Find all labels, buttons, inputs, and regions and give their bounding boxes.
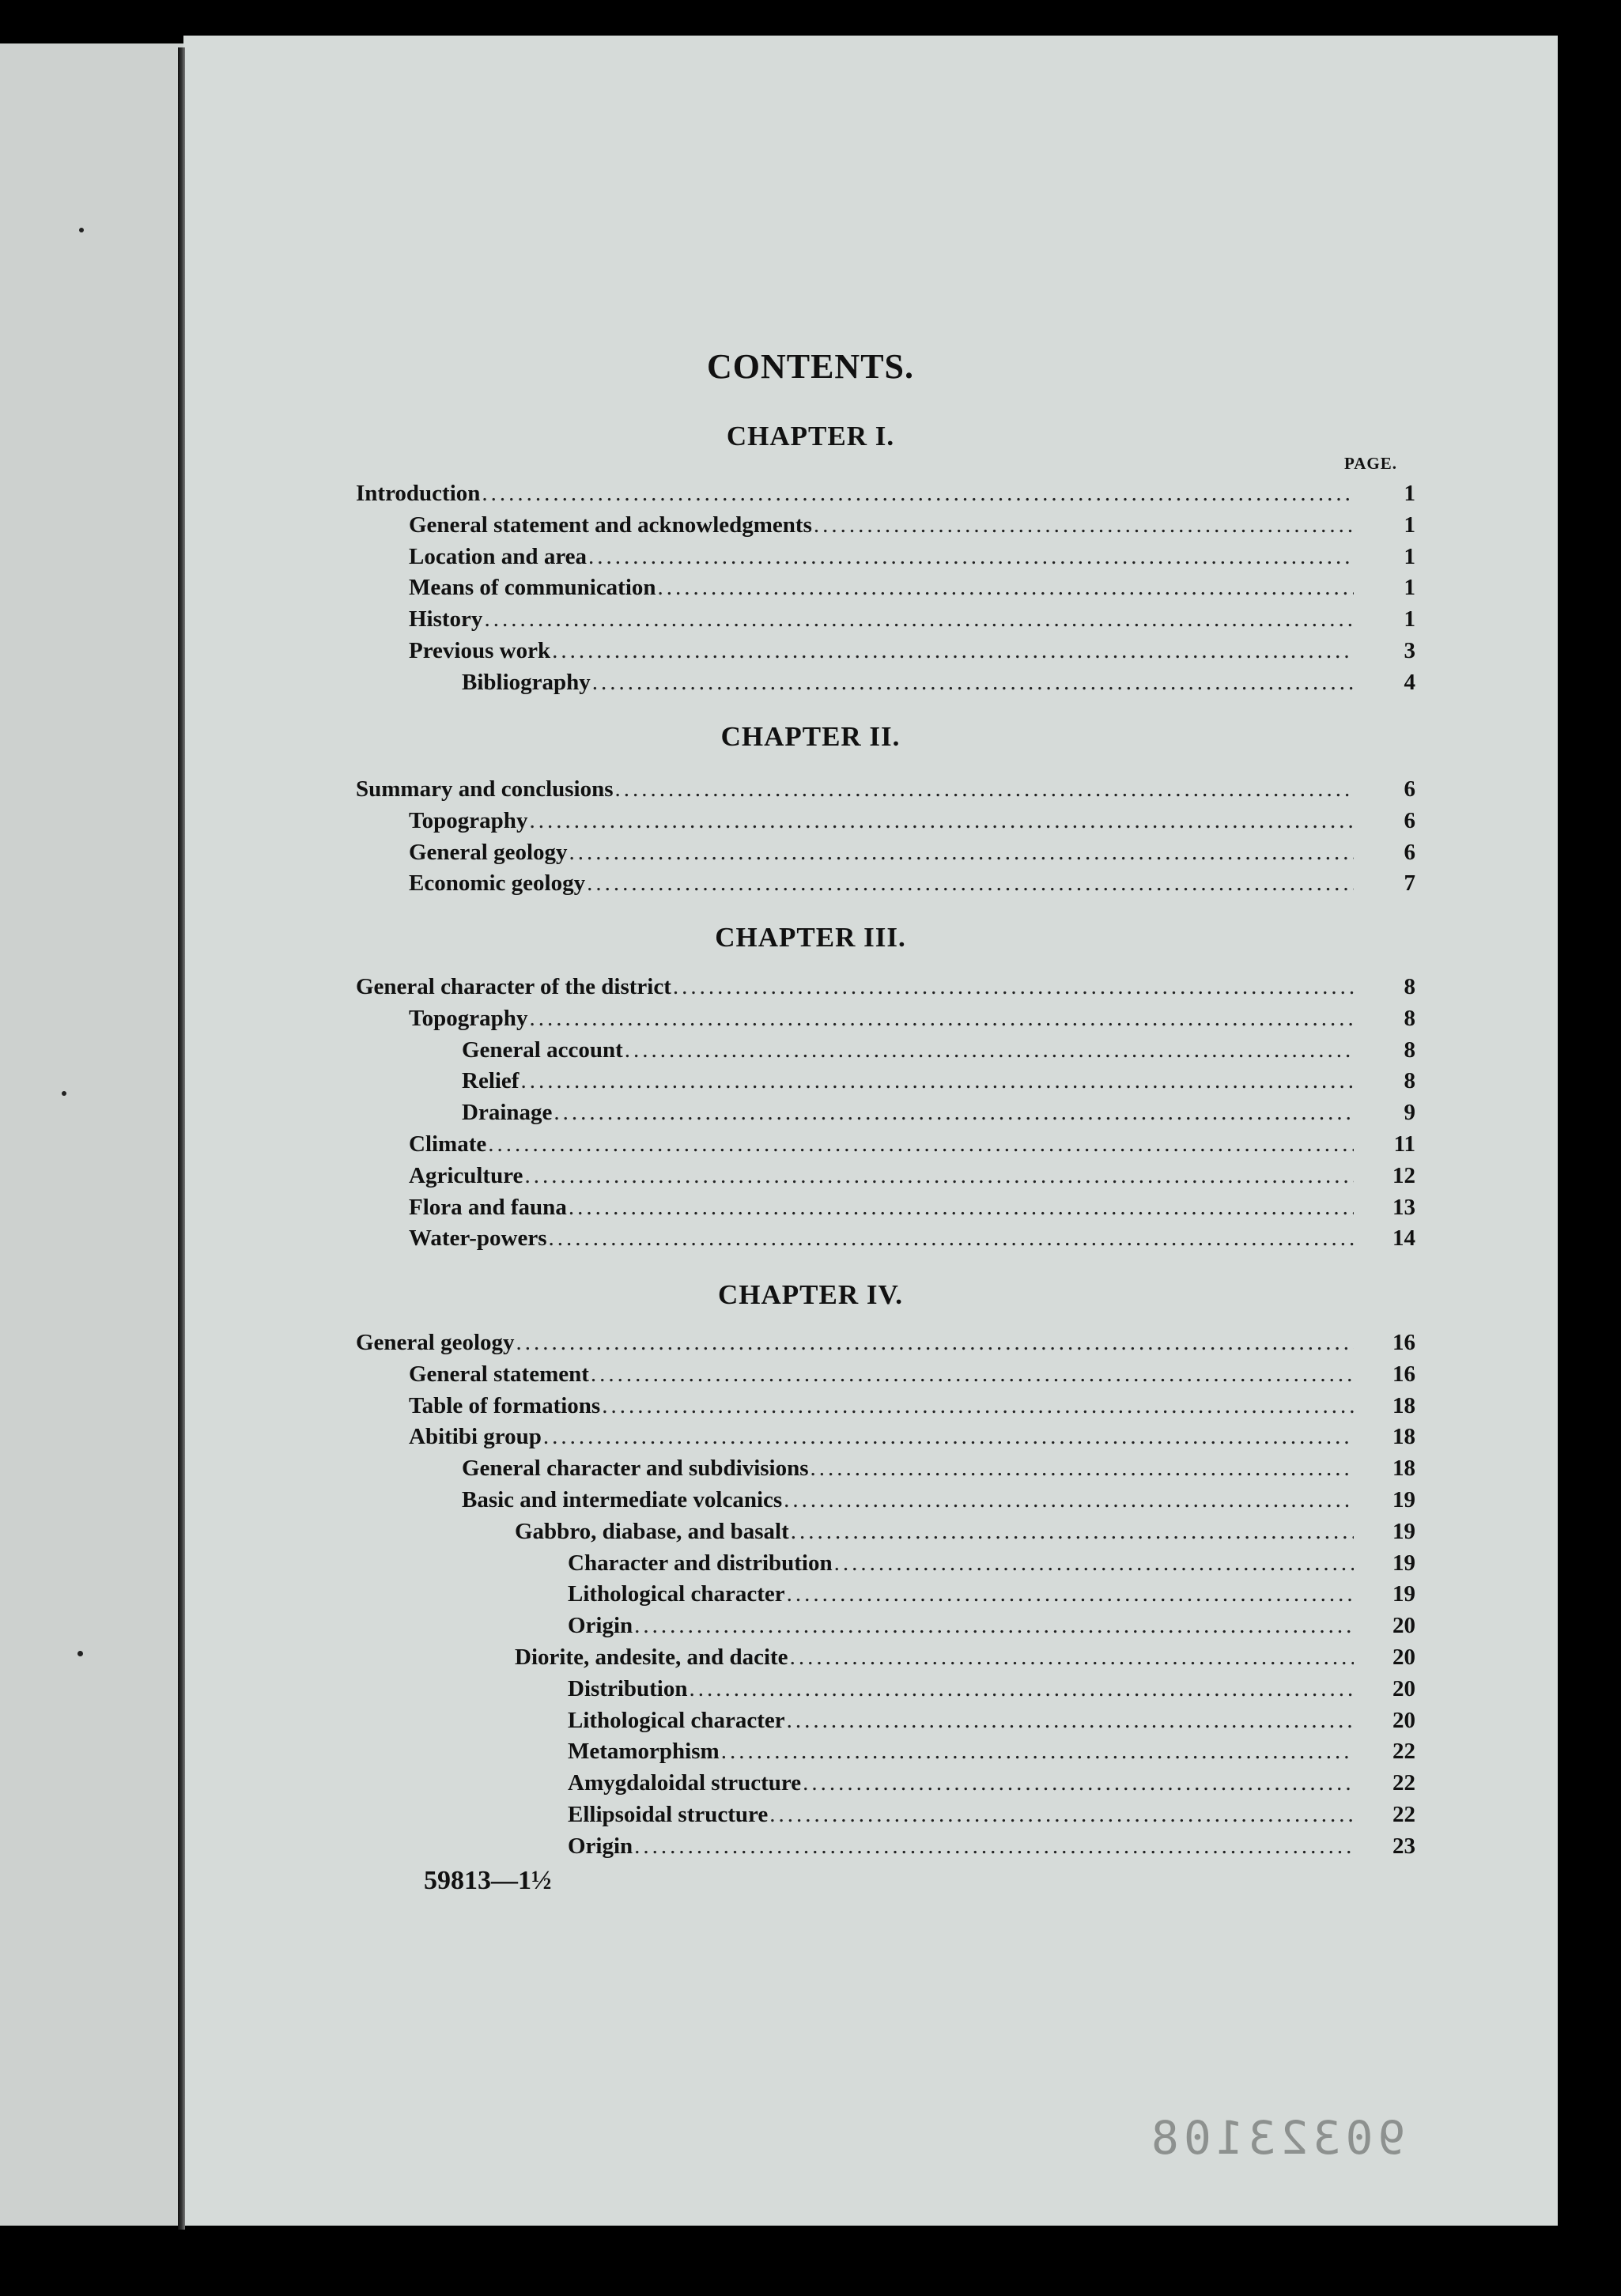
toc-entry-page: 20: [1392, 1708, 1415, 1733]
toc-entry-page: 18: [1392, 1424, 1415, 1449]
toc-entry: [0, 1195, 1621, 1226]
signature-code: 59813—1½: [424, 1866, 552, 1895]
dot-leader: [552, 638, 1354, 664]
toc-entry-page: 16: [1392, 1330, 1415, 1355]
toc-entry: [0, 1037, 1621, 1069]
toc-entry-label: Ellipsoidal structure: [568, 1802, 769, 1827]
speck: [79, 228, 84, 232]
dot-leader: [834, 1550, 1354, 1577]
toc-entry-label: Previous work: [409, 638, 551, 663]
toc-entry: [0, 870, 1621, 902]
toc-entry: [0, 1519, 1621, 1550]
toc-entry: [0, 1770, 1621, 1802]
toc-entry-page: 6: [1404, 840, 1415, 865]
dot-leader: [602, 1393, 1354, 1419]
toc-entry-page: 1: [1404, 606, 1415, 632]
toc-entry-label: Climate: [409, 1131, 487, 1157]
toc-entry-label: Water-powers: [409, 1225, 547, 1251]
toc-entry-label: Lithological character: [568, 1708, 785, 1733]
toc-entry: [0, 481, 1621, 512]
toc-entry-page: 22: [1392, 1770, 1415, 1796]
toc-entry-page: 8: [1404, 1037, 1415, 1063]
toc-entry-page: 23: [1392, 1833, 1415, 1859]
toc-entry: [0, 1802, 1621, 1833]
toc-entry-page: 22: [1392, 1802, 1415, 1827]
chapter-heading: CHAPTER I.: [726, 421, 895, 451]
dot-leader: [554, 1100, 1354, 1126]
toc-entry-page: 8: [1404, 974, 1415, 999]
toc-entry-label: Introduction: [356, 481, 481, 506]
toc-entry-label: Origin: [568, 1833, 633, 1859]
contents-title: CONTENTS.: [706, 347, 915, 386]
toc-entry: [0, 1068, 1621, 1100]
toc-entry-page: 4: [1404, 670, 1415, 695]
dot-leader: [520, 1068, 1354, 1094]
dot-leader: [484, 606, 1354, 633]
dot-leader: [529, 808, 1354, 834]
toc-entry: [0, 575, 1621, 606]
toc-entry-page: 22: [1392, 1739, 1415, 1764]
toc-entry-label: Topography: [409, 1006, 528, 1031]
toc-entry: [0, 1613, 1621, 1645]
toc-entry-label: Diorite, andesite, and dacite: [515, 1645, 788, 1670]
dot-leader: [634, 1613, 1354, 1639]
toc-entry-label: General geology: [409, 840, 568, 865]
toc-entry-label: Metamorphism: [568, 1739, 720, 1764]
toc-entry: [0, 1100, 1621, 1131]
toc-entry-label: General account: [462, 1037, 623, 1063]
dot-leader: [529, 1006, 1354, 1032]
dot-leader: [524, 1163, 1354, 1189]
dot-leader: [673, 974, 1354, 1000]
toc-entry-page: 7: [1404, 870, 1415, 896]
toc-entry-label: Lithological character: [568, 1581, 785, 1607]
toc-entry-page: 18: [1392, 1456, 1415, 1481]
dot-leader: [769, 1802, 1354, 1828]
toc-entry: [0, 1676, 1621, 1708]
toc-entry-page: 8: [1404, 1068, 1415, 1093]
library-stamp: 90323108: [1147, 2111, 1406, 2165]
toc-entry-label: Origin: [568, 1613, 633, 1638]
toc-entry-label: Drainage: [462, 1100, 553, 1125]
page-column-label: PAGE.: [1344, 454, 1398, 473]
toc-entry-label: General statement and acknowledgments: [409, 512, 812, 538]
dot-leader: [803, 1770, 1354, 1796]
toc-entry-page: 19: [1392, 1550, 1415, 1576]
toc-entry: [0, 1361, 1621, 1393]
toc-entry-label: General geology: [356, 1330, 515, 1355]
toc-entry-label: Character and distribution: [568, 1550, 833, 1576]
toc-entry-page: 8: [1404, 1006, 1415, 1031]
chapter-heading: CHAPTER III.: [715, 922, 906, 953]
dot-leader: [625, 1037, 1354, 1063]
toc-entry-label: Basic and intermediate volcanics: [462, 1487, 783, 1512]
toc-entry: [0, 1393, 1621, 1425]
toc-entry: [0, 670, 1621, 701]
dot-leader: [689, 1676, 1354, 1702]
dot-leader: [790, 1645, 1354, 1671]
toc-entry-page: 14: [1392, 1225, 1415, 1251]
toc-entry-page: 3: [1404, 638, 1415, 663]
dot-leader: [543, 1424, 1354, 1450]
toc-entry: [0, 1708, 1621, 1739]
dot-leader: [569, 840, 1354, 866]
toc-entry-page: 19: [1392, 1487, 1415, 1512]
dot-leader: [516, 1330, 1354, 1356]
dot-leader: [588, 544, 1354, 570]
toc-entry-page: 1: [1404, 575, 1415, 600]
toc-entry-page: 20: [1392, 1645, 1415, 1670]
toc-entry-label: General character of the district: [356, 974, 671, 999]
toc-entry-label: Agriculture: [409, 1163, 523, 1188]
toc-entry-page: 20: [1392, 1613, 1415, 1638]
toc-entry-page: 1: [1404, 512, 1415, 538]
toc-entry: [0, 1225, 1621, 1257]
toc-entry-page: 6: [1404, 776, 1415, 802]
dot-leader: [482, 481, 1354, 507]
toc-entry-label: General statement: [409, 1361, 589, 1387]
toc-entry-page: 18: [1392, 1393, 1415, 1418]
toc-entry-label: Relief: [462, 1068, 520, 1093]
dot-leader: [784, 1487, 1354, 1513]
toc-entry: [0, 1330, 1621, 1361]
toc-entry-label: Bibliography: [462, 670, 591, 695]
toc-entry: [0, 1645, 1621, 1676]
dot-leader: [721, 1739, 1354, 1765]
toc-entry: [0, 1487, 1621, 1519]
toc-entry-label: Economic geology: [409, 870, 586, 896]
toc-entry-label: Flora and fauna: [409, 1195, 567, 1220]
toc-entry: [0, 1739, 1621, 1770]
toc-entry-label: Summary and conclusions: [356, 776, 614, 802]
toc-entry: [0, 638, 1621, 670]
toc-entry-label: Topography: [409, 808, 528, 833]
toc-entry-label: Table of formations: [409, 1393, 601, 1418]
toc-entry: [0, 1456, 1621, 1487]
toc-entry-page: 19: [1392, 1519, 1415, 1544]
toc-entry: [0, 1424, 1621, 1456]
dot-leader: [548, 1225, 1354, 1252]
dot-leader: [791, 1519, 1354, 1545]
toc-entry-page: 13: [1392, 1195, 1415, 1220]
toc-entry-label: Abitibi group: [409, 1424, 542, 1449]
toc-entry: [0, 1006, 1621, 1037]
dot-leader: [787, 1708, 1354, 1734]
dot-leader: [569, 1195, 1354, 1221]
dot-leader: [810, 1456, 1354, 1482]
toc-entry: [0, 840, 1621, 871]
toc-entry: [0, 512, 1621, 544]
dot-leader: [634, 1833, 1354, 1860]
chapter-heading: CHAPTER IV.: [717, 1279, 903, 1310]
toc-entry-page: 19: [1392, 1581, 1415, 1607]
dot-leader: [658, 575, 1354, 601]
toc-entry: [0, 1581, 1621, 1613]
toc-entry-label: Means of communication: [409, 575, 656, 600]
toc-entry-label: History: [409, 606, 483, 632]
toc-entry: [0, 808, 1621, 840]
chapter-heading: CHAPTER II.: [720, 721, 901, 752]
toc-entry-page: 1: [1404, 544, 1415, 569]
dot-leader: [488, 1131, 1354, 1157]
dot-leader: [587, 870, 1354, 897]
toc-entry: [0, 1833, 1621, 1865]
toc-entry: [0, 544, 1621, 576]
toc-entry-label: Amygdaloidal structure: [568, 1770, 802, 1796]
dot-leader: [592, 670, 1354, 696]
toc-entry-label: Location and area: [409, 544, 588, 569]
dot-leader: [615, 776, 1354, 802]
toc-entry: [0, 1550, 1621, 1582]
toc-entry-label: Gabbro, diabase, and basalt: [515, 1519, 789, 1544]
toc-entry-page: 20: [1392, 1676, 1415, 1701]
toc-entry: [0, 1131, 1621, 1163]
toc-entry-page: 11: [1393, 1131, 1415, 1157]
dot-leader: [814, 512, 1354, 538]
toc-entry-page: 6: [1404, 808, 1415, 833]
dot-leader: [787, 1581, 1354, 1607]
toc-entry: [0, 974, 1621, 1006]
dot-leader: [591, 1361, 1354, 1388]
toc-entry-page: 1: [1404, 481, 1415, 506]
toc-entry: [0, 1163, 1621, 1195]
toc-entry-page: 12: [1392, 1163, 1415, 1188]
toc-entry-label: Distribution: [568, 1676, 688, 1701]
toc-entry: [0, 776, 1621, 808]
toc-entry-label: General character and subdivisions: [462, 1456, 809, 1481]
toc-entry-page: 16: [1392, 1361, 1415, 1387]
toc-entry: [0, 606, 1621, 638]
toc-entry-page: 9: [1404, 1100, 1415, 1125]
